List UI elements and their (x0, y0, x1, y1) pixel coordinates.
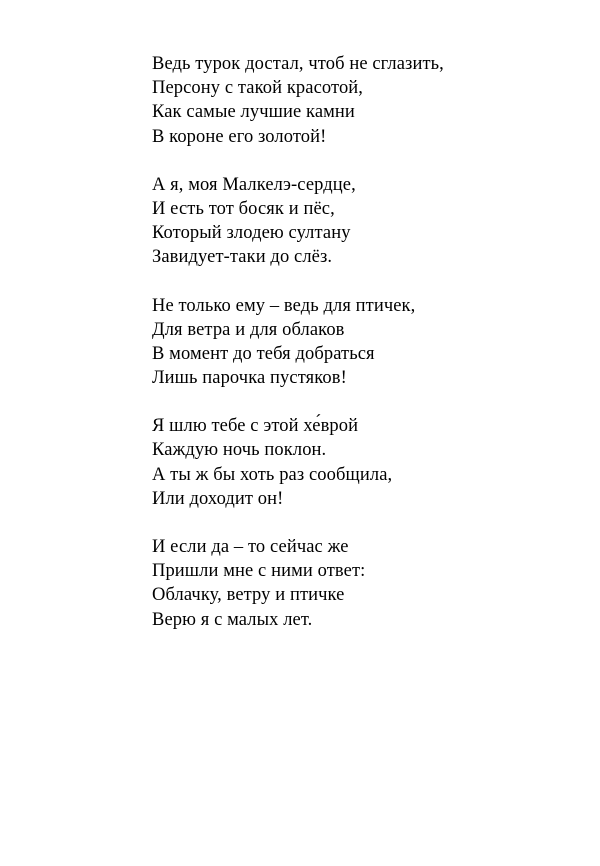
poem-line: Как самые лучшие камни (152, 102, 355, 123)
poem-line: Лишь парочка пустяков! (152, 368, 347, 389)
poem-line: Каждую ночь поклон. (152, 440, 327, 461)
poem-line: Верю я с малых лет. (152, 609, 313, 630)
poem-line: И если да – то сейчас же (152, 537, 349, 557)
poem-line: Персону с такой красотой, (152, 78, 364, 99)
stanza-2 (152, 173, 572, 270)
poem-line: А я, моя Малкелэ-сердце, (152, 174, 356, 195)
poem-line: Пришли мне с ними ответ: (152, 561, 366, 582)
stanza-5 (152, 535, 572, 632)
poem-line: Или доходит он! (152, 488, 284, 509)
poem-line: Который злодею султану (152, 223, 351, 244)
stanza-3 (152, 294, 572, 391)
poem-line: В короне его золотой! (152, 126, 327, 147)
stanza-1 (152, 52, 572, 149)
poem-line: Облачку, ветру и птичке (152, 585, 345, 606)
poem-line: И есть тот босяк и пёс, (152, 198, 335, 219)
poem-line: Не только ему – ведь для птичек, (152, 295, 416, 316)
poem-line: В момент до тебя добраться (152, 343, 375, 364)
poem-line: Для ветра и для облаков (152, 319, 345, 340)
poem (152, 52, 572, 656)
poem-line: А ты ж бы хоть раз сообщила, (152, 464, 393, 485)
poem-line: Завидует-таки до слёз. (152, 247, 333, 268)
poem-line: Я шлю тебе с этой хе́врой (152, 416, 359, 437)
poem-line: Ведь турок достал, чтоб не сглазить, (152, 54, 444, 74)
stanza-4 (152, 414, 572, 511)
